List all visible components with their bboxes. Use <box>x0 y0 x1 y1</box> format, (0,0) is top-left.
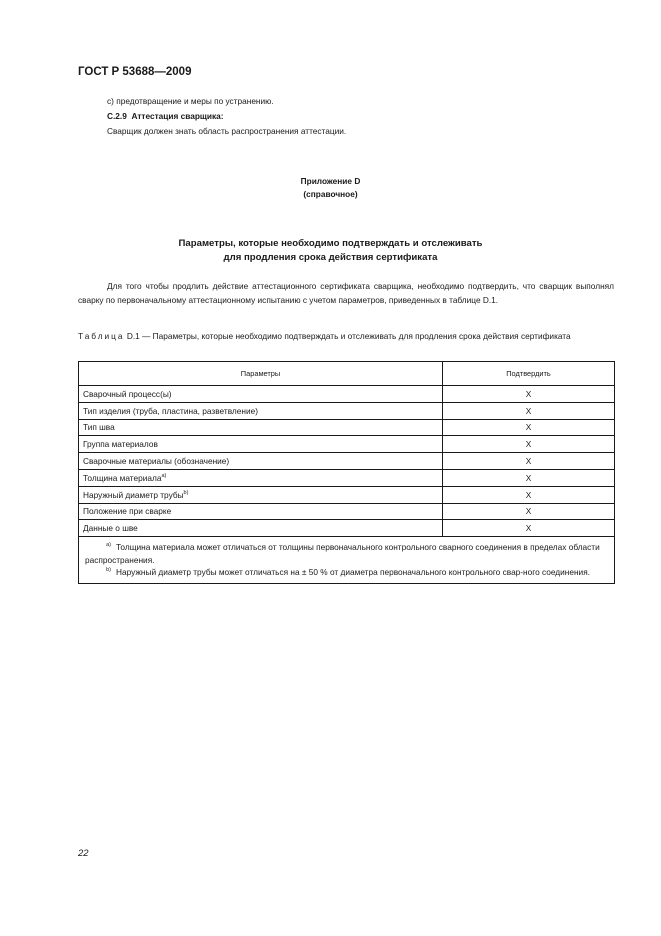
table-row <box>79 386 615 403</box>
param-cell <box>79 419 443 436</box>
param-cell <box>79 469 443 486</box>
section-text: Сварщик должен знать область распространения аттестации. <box>107 126 347 136</box>
header-parameters: Параметры <box>79 362 443 386</box>
footnote-ref: b) <box>183 489 189 496</box>
list-item-c: с) предотвращение и меры по устранению. <box>107 96 274 106</box>
confirm-cell: X <box>443 386 615 403</box>
appendix-title: Приложение D <box>300 176 361 186</box>
section-title: Аттестация сварщика: <box>131 111 224 121</box>
param-cell <box>79 503 443 520</box>
param-label: Положение при сварке <box>83 506 172 517</box>
confirm-cell: X <box>443 469 615 486</box>
section-heading <box>107 111 224 122</box>
table-row <box>79 453 615 470</box>
table-caption-label: Таблица <box>78 331 125 341</box>
footnote-b <box>85 566 608 579</box>
footnote-a <box>85 541 608 566</box>
param-label: Данные о шве <box>83 523 138 534</box>
table-row <box>79 419 615 436</box>
param-label: Тип изделия (труба, пластина, разветвление) <box>83 405 258 416</box>
table-row <box>79 436 615 453</box>
param-label: Тип шва <box>83 422 115 433</box>
param-cell <box>79 402 443 419</box>
confirm-cell: X <box>443 453 615 470</box>
table-header-row <box>79 362 615 386</box>
appendix-subtitle: (справочное) <box>303 189 358 199</box>
param-label: Наружный диаметр трубы <box>83 489 184 500</box>
parameters-table <box>78 361 615 584</box>
footnote-b-text: Наружный диаметр трубы может отличаться на ± 50 % от диаметра первоначального контрольного свар-ного соединения. <box>116 567 590 578</box>
param-cell <box>79 453 443 470</box>
footnote-ref: a) <box>161 473 167 480</box>
param-cell <box>79 386 443 403</box>
param-cell <box>79 486 443 503</box>
param-label: Толщина материала <box>83 472 162 483</box>
document-id: ГОСТ Р 53688—2009 <box>78 66 192 78</box>
table-row <box>79 503 615 520</box>
param-label: Группа материалов <box>83 439 158 450</box>
page-number: 22 <box>78 848 89 859</box>
param-cell <box>79 436 443 453</box>
footnote-a-text: Толщина материала может отличаться от толщины первоначального контрольного сварного соединения в пределах области распространения. <box>85 542 600 565</box>
param-label: Сварочный процесс(ы) <box>83 388 172 399</box>
table-caption-text: D.1 — Параметры, которые необходимо подтверждать и отслеживать для продления срока действия сертификата <box>126 331 571 341</box>
body-paragraph-text: Для того чтобы продлить действие аттестационного сертификата сварщика, необходимо подтвердить, что сварщик выполнял сварку по первоначальному аттестационному испытанию с учетом параметров, приведенных в таблице D.1. <box>78 281 614 305</box>
confirm-cell: X <box>443 503 615 520</box>
footnote-a-mark: a) <box>106 542 111 549</box>
confirm-cell: X <box>443 402 615 419</box>
section-number: С.2.9 <box>107 111 127 121</box>
confirm-cell: X <box>443 419 615 436</box>
body-paragraph <box>78 280 614 307</box>
footnote-b-mark: b) <box>106 567 111 574</box>
confirm-cell: X <box>443 520 615 537</box>
heading-line-1: Параметры, которые необходимо подтверждать и отслеживать <box>178 238 483 249</box>
table-row <box>79 486 615 503</box>
param-label: Сварочные материалы (обозначение) <box>83 456 230 467</box>
table-row <box>79 469 615 486</box>
confirm-cell: X <box>443 486 615 503</box>
confirm-cell: X <box>443 436 615 453</box>
table-row <box>79 520 615 537</box>
heading-line-2: для продления срока действия сертификата <box>223 252 438 263</box>
param-cell <box>79 520 443 537</box>
footnotes-row <box>79 537 615 584</box>
table-caption <box>78 330 614 343</box>
table-row <box>79 402 615 419</box>
header-confirm: Подтвердить <box>443 362 615 386</box>
footnotes-cell <box>79 537 615 584</box>
